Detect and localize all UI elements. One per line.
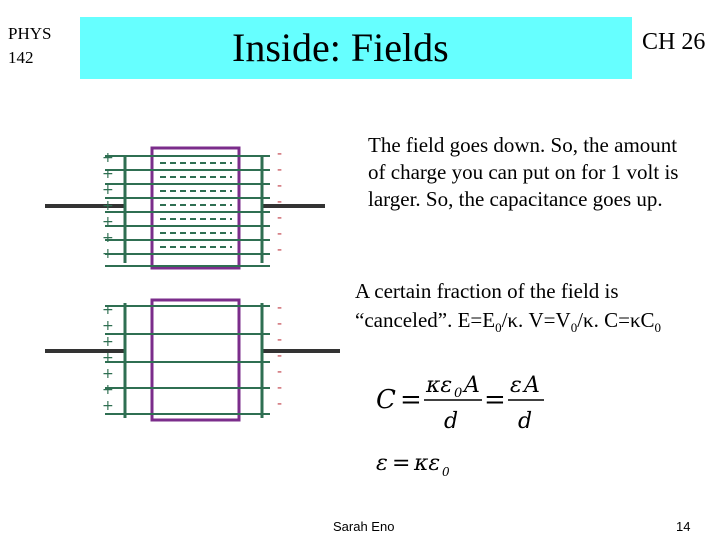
course-number: 142 bbox=[8, 48, 34, 67]
minus-charges-bottom bbox=[277, 300, 282, 412]
svg-text:-: - bbox=[277, 348, 283, 364]
svg-text:-: - bbox=[277, 242, 283, 258]
minus-charges-top bbox=[277, 146, 282, 258]
para2-text-3: /κ. C=κC bbox=[577, 308, 655, 332]
field-lines-top bbox=[105, 156, 270, 266]
svg-text:+: + bbox=[102, 350, 114, 366]
svg-text:+: + bbox=[102, 302, 114, 318]
course-name: PHYS bbox=[8, 24, 52, 43]
svg-text:-: - bbox=[277, 396, 283, 412]
dielectric-slab-bottom bbox=[152, 300, 239, 420]
plus-charges-top bbox=[102, 150, 114, 262]
eq-symbol-C: C bbox=[376, 385, 396, 415]
dielectric-slab-top bbox=[152, 148, 239, 268]
eq-epsilon: ε bbox=[510, 373, 522, 398]
top-capacitor bbox=[45, 146, 325, 268]
para2-sub-2: 0 bbox=[570, 320, 578, 336]
svg-text:+: + bbox=[102, 398, 114, 414]
svg-text:+: + bbox=[102, 198, 114, 214]
eq-d-2: d bbox=[518, 409, 533, 434]
page-number: 14 bbox=[676, 519, 691, 534]
chapter-label: CH 26 bbox=[642, 29, 706, 55]
eq-eps-kappa: κε bbox=[414, 451, 441, 476]
capacitor-field-drawing bbox=[0, 118, 360, 458]
svg-text:+: + bbox=[102, 318, 114, 334]
plus-charges-bottom bbox=[102, 302, 114, 414]
para2-sub-1: 0 bbox=[495, 320, 502, 336]
para2-sub-3: 0 bbox=[654, 320, 662, 336]
slide-title: Inside: Fields bbox=[232, 25, 449, 70]
capacitance-equation bbox=[372, 368, 552, 438]
svg-text:-: - bbox=[277, 226, 283, 242]
svg-text:-: - bbox=[277, 316, 283, 332]
svg-text:+: + bbox=[102, 366, 114, 382]
svg-text:-: - bbox=[277, 332, 283, 348]
eq-eps-left: ε bbox=[376, 451, 388, 476]
svg-text:+: + bbox=[102, 246, 114, 262]
svg-text:+: + bbox=[102, 214, 114, 230]
eq-eps-sub0: 0 bbox=[442, 465, 450, 479]
para2-text-2: /κ. V=V bbox=[501, 308, 571, 332]
explanation-paragraph: The field goes down. So, the amount of charge you can put on for 1 volt is larger. So, the capacitance goes up. bbox=[368, 133, 679, 211]
svg-text:+: + bbox=[102, 230, 114, 246]
eq-equals-2: = bbox=[484, 385, 506, 415]
svg-text:-: - bbox=[277, 364, 283, 380]
eq-A-2: A bbox=[524, 373, 540, 398]
svg-text:+: + bbox=[102, 334, 114, 350]
svg-text:+: + bbox=[102, 182, 114, 198]
svg-text:+: + bbox=[102, 150, 114, 166]
eq-eps-equals: = bbox=[392, 451, 411, 476]
svg-text:-: - bbox=[277, 300, 283, 316]
para2-text-1: A certain fraction of the field is “canceled”. E=E bbox=[355, 279, 619, 332]
field-lines-bottom bbox=[105, 306, 270, 414]
svg-text:-: - bbox=[277, 194, 283, 210]
permittivity-equation bbox=[372, 448, 472, 480]
canceled-field-paragraph bbox=[355, 277, 685, 342]
svg-text:-: - bbox=[277, 380, 283, 396]
eq-d-1: d bbox=[444, 409, 459, 434]
bottom-capacitor bbox=[45, 300, 340, 420]
eq-equals-1: = bbox=[400, 385, 422, 415]
svg-text:-: - bbox=[277, 146, 283, 162]
svg-text:-: - bbox=[277, 162, 283, 178]
course-label bbox=[8, 22, 78, 70]
induced-field-top bbox=[160, 163, 232, 247]
svg-text:-: - bbox=[277, 178, 283, 194]
svg-text:+: + bbox=[102, 166, 114, 182]
eq-A-1: A bbox=[464, 373, 480, 398]
svg-text:+: + bbox=[102, 382, 114, 398]
eq-kappa-epsilon: κε bbox=[426, 373, 453, 398]
svg-text:-: - bbox=[277, 210, 283, 226]
eq-subscript-0: 0 bbox=[454, 386, 463, 401]
author-footer: Sarah Eno bbox=[333, 519, 395, 534]
